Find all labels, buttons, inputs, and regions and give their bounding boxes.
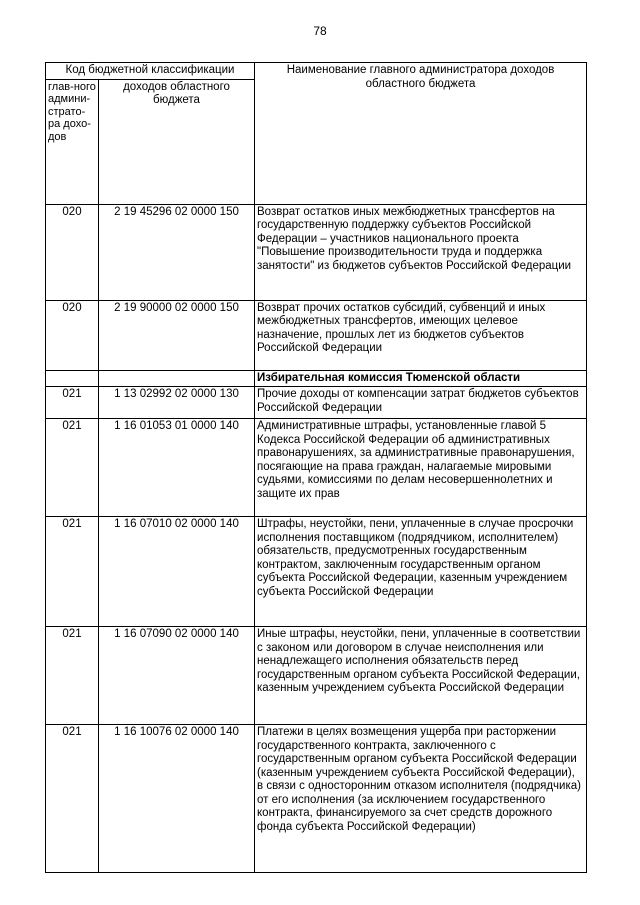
header-budget-classification-code: Код бюджетной классификации	[46, 63, 255, 80]
name-cell: Платежи в целях возмещения ущерба при расторжении государственного контракта, заключенного с государственным органом субъекта Российской Федерации (казенным учреждением субъекта Российской Федерации), в связи с односторонним отказом исполнителя (подрядчика) от его исполнения (за исключением государственного контракта, финансируемого за счет средств дорожного фонда субъекта Российской Федерации)	[255, 725, 587, 873]
revenue-code-cell: 2 19 90000 02 0000 150	[99, 300, 255, 370]
revenue-code-cell: 1 16 10076 02 0000 140	[99, 725, 255, 873]
revenue-code-cell: 1 13 02992 02 0000 130	[99, 387, 255, 419]
revenue-code-cell: 1 16 07010 02 0000 140	[99, 517, 255, 627]
header-administrator-name: Наименование главного администратора доходов областного бюджета	[255, 63, 587, 205]
admin-code-cell	[46, 370, 99, 387]
budget-classification-table	[45, 62, 587, 873]
name-cell: Возврат остатков иных межбюджетных трансфертов на государственную поддержку субъектов Российской Федерации – участников национального проекта "Повышение производительности труда и поддержка занятости" из бюджетов субъектов Российской Федерации	[255, 204, 587, 300]
table-row	[46, 419, 587, 517]
name-cell: Избирательная комиссия Тюменской области	[255, 370, 587, 387]
revenue-code-cell: 1 16 01053 01 0000 140	[99, 419, 255, 517]
name-cell: Прочие доходы от компенсации затрат бюджетов субъектов Российской Федерации	[255, 387, 587, 419]
admin-code-cell: 021	[46, 725, 99, 873]
name-cell: Возврат прочих остатков субсидий, субвенций и иных межбюджетных трансфертов, имеющих целевое назначение, прошлых лет из бюджетов субъектов Российской Федерации	[255, 300, 587, 370]
revenue-code-cell: 2 19 45296 02 0000 150	[99, 204, 255, 300]
admin-code-cell: 021	[46, 517, 99, 627]
admin-code-cell: 020	[46, 204, 99, 300]
table-row	[46, 725, 587, 873]
name-cell: Штрафы, неустойки, пени, уплаченные в случае просрочки исполнения поставщиком (подрядчиком, исполнителем) обязательств, предусмотренных государственным контрактом, заключенным государственным органом субъекта Российской Федерации, казенным учреждением субъекта Российской Федерации	[255, 517, 587, 627]
name-cell: Иные штрафы, неустойки, пени, уплаченные в соответствии с законом или договором в случае неисполнения или ненадлежащего исполнения обязательств перед государственным органом субъекта Российской Федерации, казенным учреждением субъекта Российской Федерации	[255, 627, 587, 725]
revenue-code-cell: 1 16 07090 02 0000 140	[99, 627, 255, 725]
name-cell: Административные штрафы, установленные главой 5 Кодекса Российской Федерации об административных правонарушениях, за административные правонарушения, посягающие на права граждан, налагаемые мировыми судьями, комиссиями по делам несовершеннолетних и защите их прав	[255, 419, 587, 517]
table-row	[46, 627, 587, 725]
table-group-header-row	[46, 63, 587, 80]
admin-code-cell: 020	[46, 300, 99, 370]
header-chief-administrator: глав-ного админи-страто-ра дохо-дов	[46, 79, 99, 204]
table-row	[46, 517, 587, 627]
page-number: 78	[313, 24, 327, 38]
table-section-row	[46, 370, 587, 387]
table-row	[46, 300, 587, 370]
revenue-code-cell	[99, 370, 255, 387]
table-row	[46, 387, 587, 419]
table-row	[46, 204, 587, 300]
header-revenue-code: доходов областного бюджета	[99, 79, 255, 204]
admin-code-cell: 021	[46, 627, 99, 725]
admin-code-cell: 021	[46, 387, 99, 419]
admin-code-cell: 021	[46, 419, 99, 517]
